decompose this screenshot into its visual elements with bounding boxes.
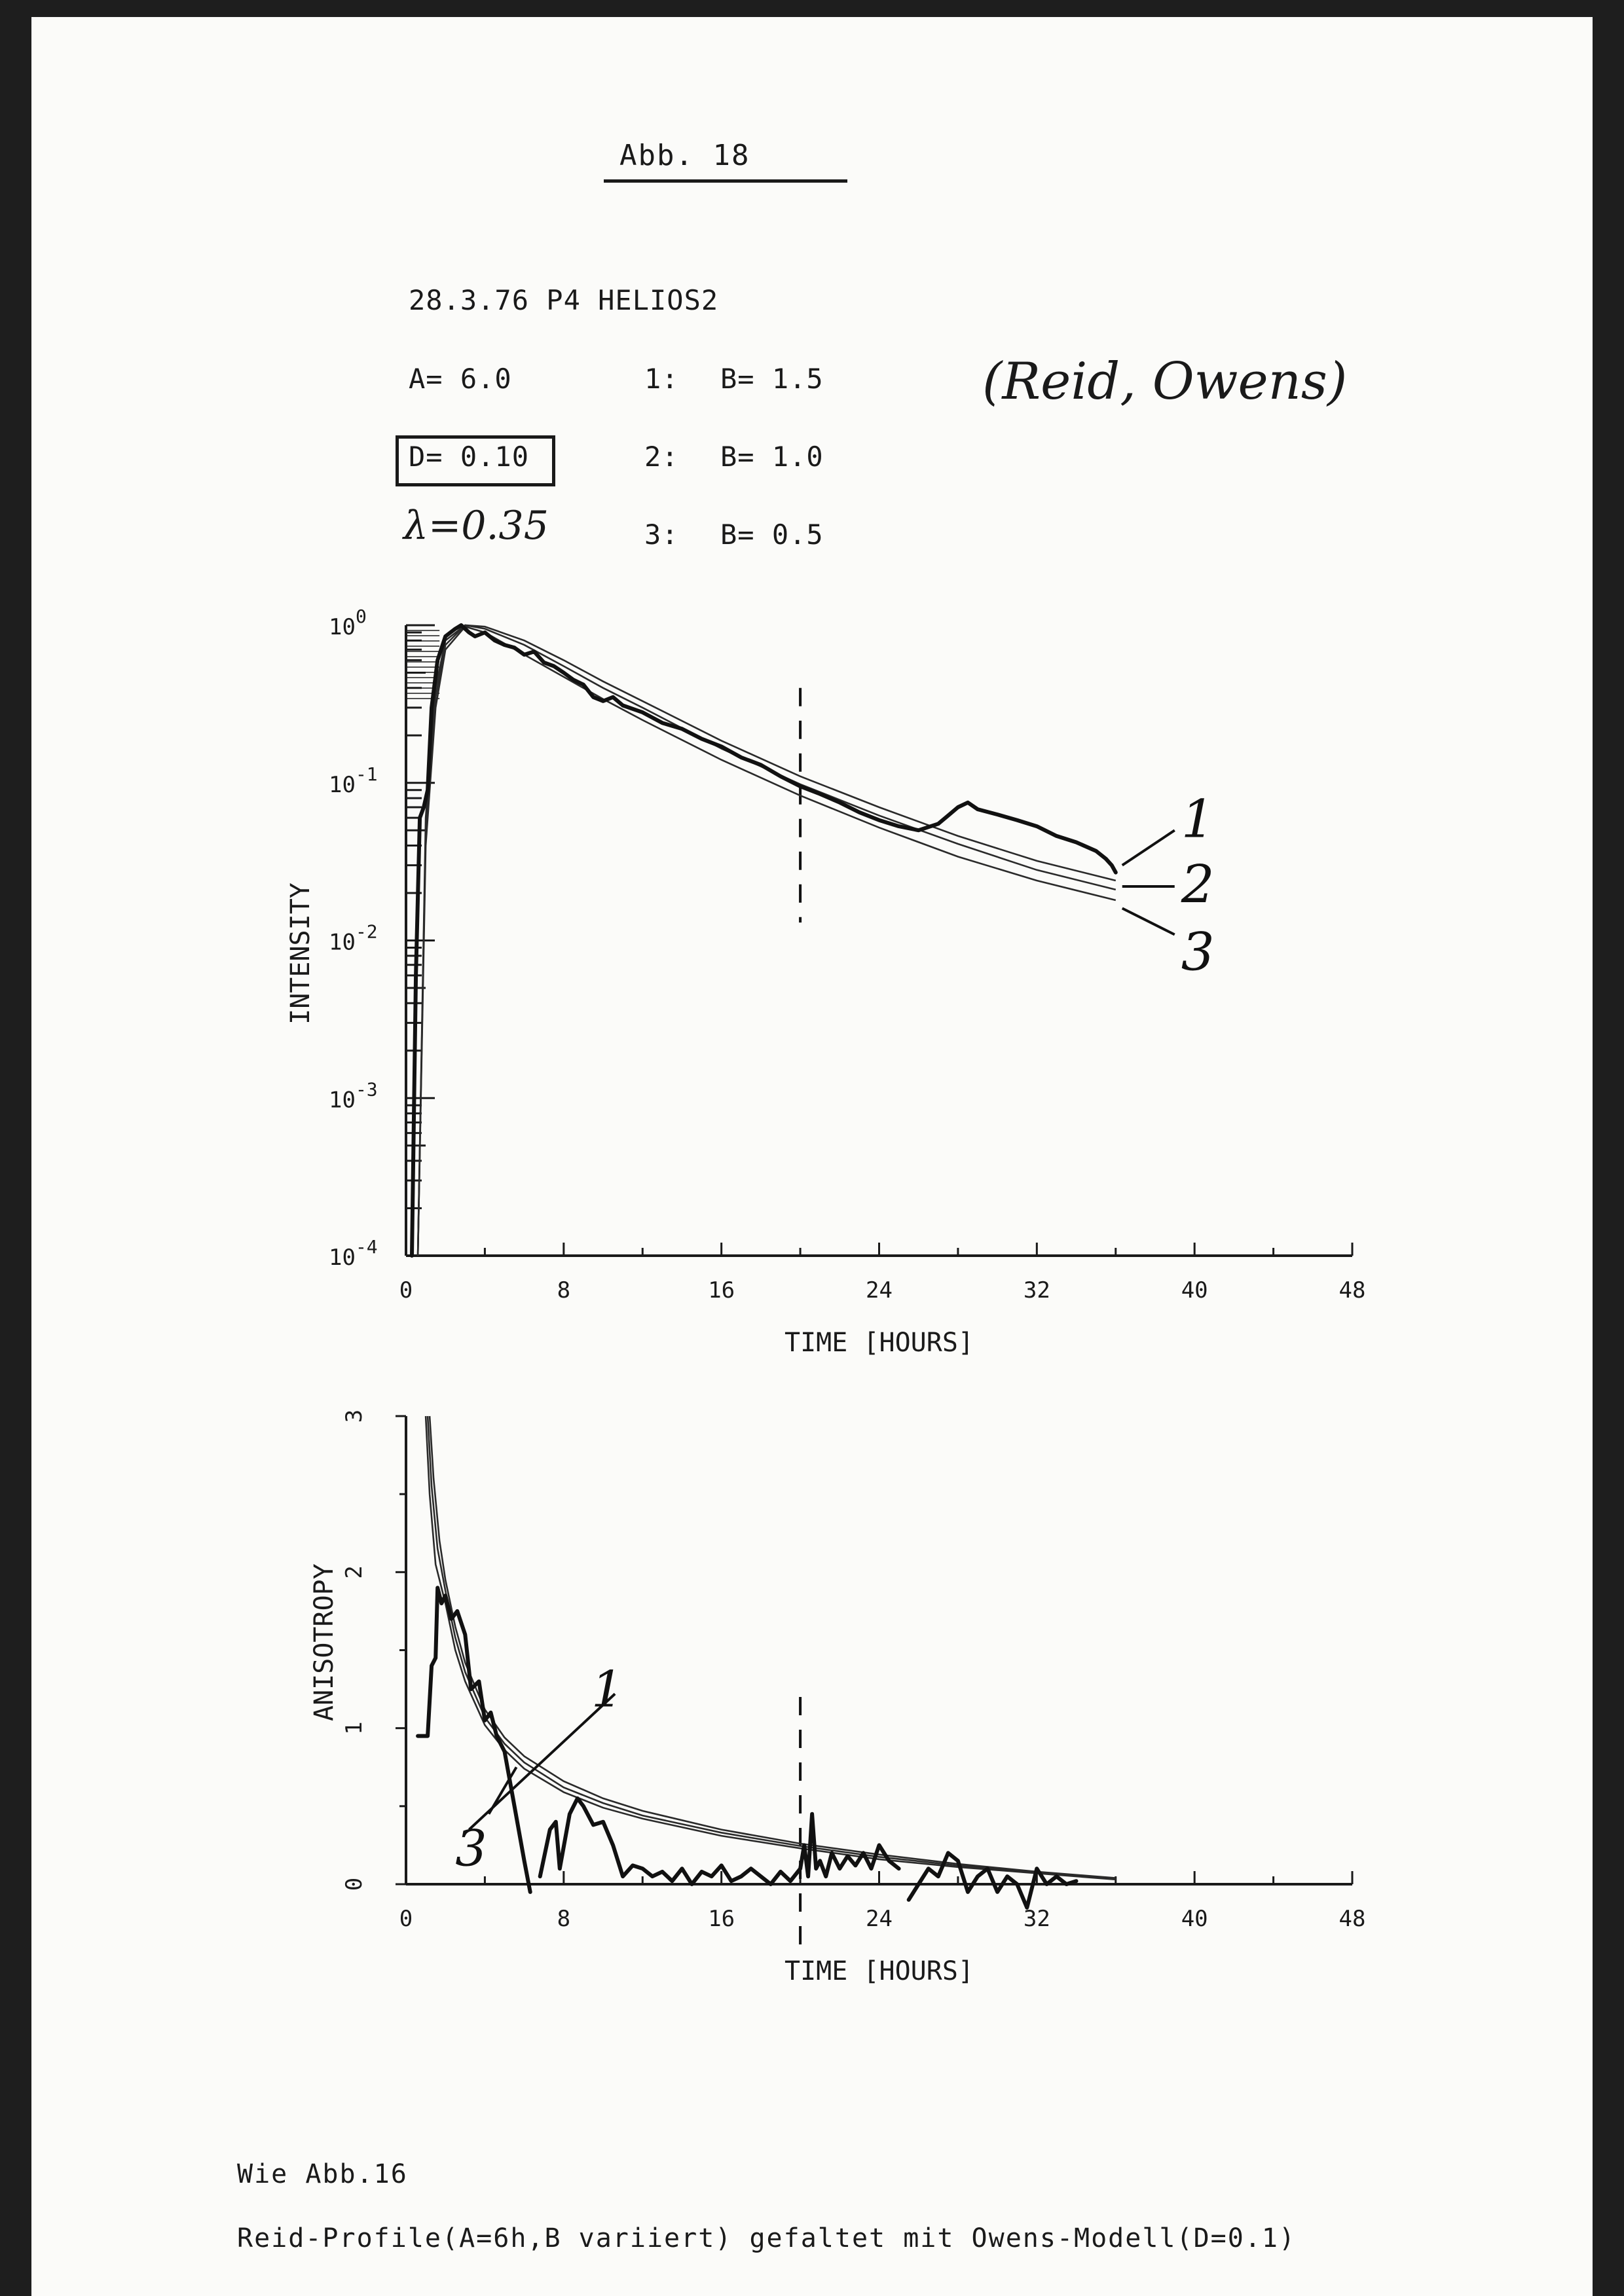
intensity-model-curve-2 — [418, 625, 1116, 1256]
anisotropy-curve-label: 3 — [455, 1819, 487, 1878]
anisotropy-y-tick-label: 2 — [341, 1565, 367, 1579]
intensity-x-tick-label: 40 — [1181, 1277, 1208, 1303]
intensity-x-tick-label: 0 — [399, 1277, 413, 1303]
intensity-y-label: INTENSITY — [286, 883, 316, 1025]
intensity-x-label: TIME [HOURS] — [784, 1328, 974, 1358]
caption-line-1: Wie Abb.16 — [237, 2159, 408, 2189]
curve-3-b: B= 0.5 — [720, 519, 824, 551]
anisotropy-model-curve-1 — [430, 1416, 1116, 1878]
intensity-y-tick-label: $10^{-4}$ — [329, 1236, 378, 1271]
anisotropy-x-tick-label: 16 — [708, 1906, 735, 1932]
param-lambda: λ=0.35 — [403, 503, 549, 549]
param-a: A= 6.0 — [409, 363, 512, 395]
intensity-y-tick-label: $10^0$ — [329, 606, 367, 640]
intensity-chart — [286, 606, 1365, 1358]
intensity-curve-label: 3 — [1181, 921, 1215, 983]
intensity-curve-label: 2 — [1181, 854, 1215, 915]
curve-2-b: B= 1.0 — [720, 441, 824, 473]
intensity-curve-label: 1 — [1181, 788, 1215, 850]
intensity-x-tick-label: 32 — [1023, 1277, 1050, 1303]
intensity-curve-pointer — [1122, 908, 1175, 934]
anisotropy-y-tick-label: 3 — [341, 1409, 367, 1423]
intensity-model-curve-3 — [418, 627, 1116, 1256]
anisotropy-x-tick-label: 40 — [1181, 1906, 1208, 1932]
anisotropy-y-tick-label: 0 — [341, 1877, 367, 1891]
intensity-x-tick-label: 48 — [1338, 1277, 1366, 1303]
intensity-x-tick-label: 16 — [708, 1277, 735, 1303]
param-d: D= 0.10 — [409, 441, 530, 473]
handwritten-note: (Reid, Owens) — [982, 352, 1348, 411]
intensity-y-tick-label: $10^{-2}$ — [329, 920, 378, 956]
anisotropy-chart — [309, 1410, 1365, 1986]
event-label: 28.3.76 P4 HELIOS2 — [409, 284, 719, 316]
intensity-x-tick-label: 24 — [866, 1277, 893, 1303]
figure-title: Abb. 18 — [619, 139, 750, 172]
anisotropy-observed-curve — [540, 1798, 899, 1884]
anisotropy-curve-label: 1 — [591, 1660, 623, 1719]
intensity-y-tick-label: $10^{-3}$ — [329, 1078, 378, 1114]
anisotropy-x-label: TIME [HOURS] — [784, 1956, 974, 1986]
curve-2-index: 2: — [644, 441, 679, 473]
anisotropy-x-tick-label: 32 — [1023, 1906, 1050, 1932]
intensity-model-curve-1 — [418, 625, 1116, 1256]
anisotropy-y-label: ANISOTROPY — [309, 1563, 339, 1721]
intensity-curve-pointer — [1122, 830, 1175, 865]
intensity-observed-curve — [412, 625, 1116, 1256]
anisotropy-x-tick-label: 0 — [399, 1906, 413, 1932]
anisotropy-x-tick-label: 24 — [866, 1906, 893, 1932]
anisotropy-x-tick-label: 8 — [557, 1906, 571, 1932]
anisotropy-model-curve-3 — [426, 1416, 1116, 1880]
anisotropy-x-tick-label: 48 — [1338, 1906, 1366, 1932]
caption-line-2: Reid-Profile(A=6h,B variiert) gefaltet mit Owens-Modell(D=0.1) — [237, 2223, 1297, 2253]
intensity-x-tick-label: 8 — [557, 1277, 571, 1303]
intensity-y-tick-label: $10^{-1}$ — [329, 763, 378, 798]
anisotropy-model-curve-2 — [428, 1416, 1116, 1879]
curve-1-b: B= 1.5 — [720, 363, 824, 395]
curve-1-index: 1: — [644, 363, 679, 395]
anisotropy-y-tick-label: 1 — [341, 1721, 367, 1735]
curve-3-index: 3: — [644, 519, 679, 551]
